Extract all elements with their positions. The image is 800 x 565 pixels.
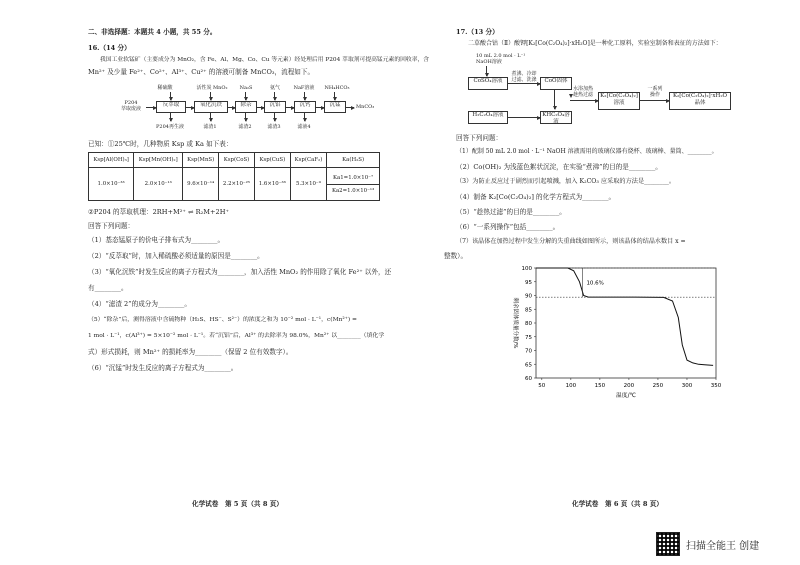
flow-arrow-down [334,92,335,100]
q16-intro-line2: Mn²⁺ 及少量 Fe²⁺、Co²⁺、Al³⁺、Cu²⁺ 的溶液可制备 MnCO₃，流程如下。 [88,68,315,76]
flow-arrow-down [170,92,171,100]
page-footer-5: 化学试卷 第 5 页（共 8 页） [192,500,283,508]
flow-out-1: P204再生液 [156,124,184,130]
annotation-label: 10.6% [586,280,604,287]
q17-1: （1）配制 50 mL 2.0 mol · L⁻¹ NaOH 溶液需用的玻璃仪器有烧杯、玻璃棒、量筒、________。 [456,148,718,155]
flow-box-coo: CoO固体 [540,77,572,90]
scanner-brand-watermark: 扫描全能王 创建 [686,541,760,552]
ka1-value: Ka1=1.0×10⁻⁷ [327,172,379,185]
flow-op-3: 一系列 操作 [647,86,663,98]
flow-reagent-3: Na₂S [239,85,253,91]
flow-out-3: 滤渣2 [238,124,252,130]
q16-3b: 有________。 [88,284,128,292]
flow-arrow [507,83,540,84]
flow-step-precip-ca: 沉钙 [294,101,316,113]
flow-op-1: 煮沸、冷却 过滤、洗涤 [511,71,537,83]
q17-intro: 二草酸合钴（Ⅱ）酸钾[K₂[Co(C₂O₄)₂]·xH₂O]是一种化工原料，实验室制备和表征的方法如下： [468,40,722,47]
flow-reagent-5: NaF溶液 [293,85,315,91]
flow-arrow [227,107,235,108]
ksp-table [88,152,380,201]
flow-box-h2c2o4: H₂C₂O₄溶液 [468,111,508,124]
flow-arrow-down [170,112,171,121]
q16-3a: （3）“氧化沉铁”时发生反应的离子方程式为________，加入活性 MnO₂ 的作用除了氧化 Fe²⁺ 以外，还 [88,268,392,276]
table-header-cell: Ka(H₂S) [327,153,380,168]
q16-5b: 1 mol · L⁻¹，c(Al³⁺) = 5×10⁻² mol · L⁻¹。若“沉铝”后，Al³⁺ 的去除率为 98.0%，Mn²⁺ 以________（填化学 [88,333,385,339]
flow-arrow [570,100,598,101]
flow-arrow [315,107,324,108]
x-tick-label: 50 [538,383,546,389]
q16-2: （2）“反萃取”时，加入稀硫酸必须适量的原因是________。 [88,252,264,260]
q17-7b: 整数）。 [444,252,468,260]
flow-arrow-down [304,92,305,100]
flow-out-2: 滤渣1 [203,124,217,130]
table-header-cell: Ksp[Al(OH)₃] [89,153,134,168]
flow-arrow-down [245,112,246,121]
known-1: 已知：①25℃时，几种物质 Ksp 或 Ka 如下表： [88,140,233,148]
y-tick-label: 100 [521,266,532,272]
table-cell: 1.6×10⁻³⁶ [254,168,290,201]
table-header-row [89,153,380,168]
y-tick-label: 80 [525,321,532,327]
table-header-cell: Ksp(CoS) [219,153,255,168]
table-cell-ka [327,168,380,201]
flow-arrow [345,107,354,108]
known-2: ②P204 的萃取机理：2RH+M²⁺ ⇌ R₂M+2H⁺ [88,208,229,216]
flow-arrow [285,107,294,108]
table-header-cell: Ksp(CaF₂) [290,153,326,168]
y-tick-label: 95 [525,279,532,286]
flow-step-precip-al: 沉铝 [264,101,286,113]
q16-6: （6）“沉锰”时发生反应的离子方程式为________。 [88,364,238,372]
flow-box-khc2o4: KHC₂O₄溶液 [540,111,572,124]
x-tick-label: 250 [652,383,664,389]
q17-answer-lead: 回答下列问题： [456,134,503,142]
tg-curve-chart [506,262,732,402]
y-tick-label: 65 [525,362,532,369]
flow-reagent-4: 氨气 [269,85,280,91]
flow-out-5: 滤液4 [297,124,311,130]
q17-5: （5）“趁热过滤”的目的是________。 [456,208,566,216]
table-row [89,168,380,201]
y-tick-label: 70 [525,348,532,355]
q16-4: （4）“滤渣 2”的成分为________。 [88,300,191,308]
tg-series-line [536,268,713,365]
q16-intro-line1: 我国工业软锰矿（主要成分为 MnO₂，含 Fe、Al、Mg、Co、Cu 等元素）经处理后用 P204 萃取剂可提高锰元素的回收率，含 [100,57,430,63]
y-tick-label: 75 [525,334,532,341]
right-page [400,0,800,565]
flow-reagent-top: 10 mL 2.0 mol · L⁻¹ NaOH溶液 [476,53,526,65]
flow-step-precip-mn: 沉锰 [324,101,346,113]
flow-out-4: 滤渣3 [267,124,281,130]
flow-reagent-2: 活性炭 MnO₂ [196,85,228,91]
flow-source: P204 萃取废液 [120,100,141,112]
flow-reagent-6: NH₄HCO₃ [324,85,350,91]
y-tick-label: 60 [525,376,532,382]
x-tick-label: 100 [565,383,577,389]
q17-6: （6）“一系列操作”包括________。 [456,223,560,231]
table-header-cell: Ksp[Mn(OH)₂] [134,153,183,168]
table-cell: 5.3×10⁻⁹ [290,168,326,201]
flow-box-complex-solution: K₂[Co(C₂O₄)₂] 溶液 [598,92,640,110]
flow-arrow-down [210,112,211,121]
question-17-number: 17.（13 分） [456,28,499,36]
flow-arrow [507,117,540,118]
flow-arrow-down [274,92,275,100]
table-cell: 9.6×10⁻¹⁴ [183,168,219,201]
flow-box-coso4: CoSO₄溶液 [468,77,508,90]
flow-product: MnCO₃ [356,104,375,110]
x-tick-label: 300 [681,383,693,389]
table-cell: 2.0×10⁻¹³ [134,168,183,201]
q16-5a: （5）“除杂”后，测得溶液中含硫物种（H₂S、HS⁻、S²⁻）的浓度之和为 10⁻² mol · L⁻¹，c(Mn²⁺) = [88,317,357,323]
section-heading: 二、非选择题：本题共 4 小题，共 55 分。 [88,28,217,36]
table-header-cell: Ksp(CuS) [254,153,290,168]
table-header-cell: Ksp(MnS) [183,153,219,168]
q17-3: （3）为防止反应过于剧烈而引起喷溅，加入 K₂CO₃ 应采取的方法是________。 [456,178,676,185]
q16-1: （1）基态锰原子的价电子排布式为________。 [88,236,225,244]
qr-code-icon [656,532,680,556]
flow-arrow [185,107,194,108]
x-axis-label: 温度/℃ [615,393,637,399]
y-tick-label: 85 [525,307,532,314]
flow-arrow-down [210,92,211,100]
x-tick-label: 350 [710,383,722,389]
flow-arrow [146,107,156,108]
q16-5c: 式）形式损耗，则 Mn²⁺ 的损耗率为________（保留 2 位有效数字）。 [88,348,293,356]
question-16-number: 16.（14 分） [88,44,131,52]
x-tick-label: 200 [623,383,635,389]
flow-box-crystal: K₂[Co(C₂O₄)₂]·xH₂O 晶体 [669,92,731,110]
table-cell: 1.0×10⁻³³ [89,168,134,201]
page-footer-6: 化学试卷 第 6 页（共 8 页） [572,500,663,508]
flow-arrow-down [245,92,246,100]
flow-reagent-1: 稀硫酸 [157,85,173,91]
flow-arrow-down [486,66,487,76]
flow-arrow [256,107,264,108]
ka2-value: Ka2=1.0×10⁻¹³ [331,187,375,194]
flow-arrow-down [304,112,305,121]
answer-lead: 回答下列问题： [88,222,135,230]
flow-step-back-extraction: 反萃取 [156,101,186,113]
x-tick-label: 150 [594,383,606,389]
flow-arrow-down [274,112,275,121]
y-tick-label: 90 [525,293,532,300]
flow-step-oxidize-iron: 氧化沉铁 [194,101,228,113]
flow-step-remove-impurity: 除杂 [235,101,257,113]
q17-2: （2）Co(OH)₂ 为浅蓝色絮状沉淀，在实验“煮沸”的目的是________。 [456,163,662,171]
flow-op-2: 水浴加热 趁热过滤 [572,86,593,98]
q17-7a: （7）该晶体在加热过程中发生分解的失重曲线如图所示，则该晶体的结晶水数目 x = [456,238,686,245]
y-axis-label: 剩余固体质量分数/% [512,297,518,349]
flow-arrow-down [554,89,555,109]
q17-4: （4）制备 K₂[Co(C₂O₄)₂] 的化学方程式为________。 [456,193,616,201]
table-cell: 2.2×10⁻²⁵ [219,168,255,201]
flow-arrow [639,100,669,101]
